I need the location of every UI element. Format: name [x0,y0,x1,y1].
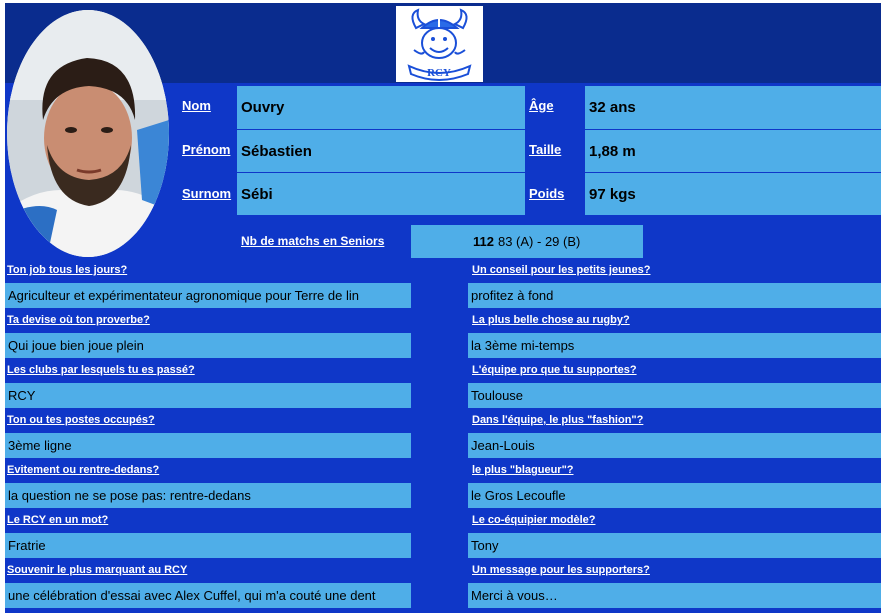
left-question-4: Ton ou tes postes occupés? [7,414,155,426]
label-nom: Nom [182,98,211,113]
left-question-6: Le RCY en un mot? [7,514,109,526]
right-answer-7: Merci à vous… [468,583,881,608]
player-photo [7,10,169,257]
right-question-3: L'équipe pro que tu supportes? [472,364,637,376]
value-taille: 1,88 m [585,130,881,172]
profile-sheet [5,3,881,613]
left-question-1: Ton job tous les jours? [7,264,128,276]
label-surnom: Surnom [182,186,232,201]
right-question-6: Le co-équipier modèle? [472,514,596,526]
matches-value [411,225,643,258]
right-question-7: Un message pour les supporters? [472,564,650,576]
value-surnom: Sébi [237,173,525,215]
viking-mascot-icon [396,6,483,82]
right-question-5: le plus "blagueur"? [472,464,574,476]
left-question-5: Evitement ou rentre-dedans? [7,464,160,476]
value-poids: 97 kgs [585,173,881,215]
right-answer-1: profitez à fond [468,283,881,308]
right-answer-2: la 3ème mi-temps [468,333,881,358]
left-answer-4: 3ème ligne [5,433,411,458]
value-nom: Ouvry [237,86,525,129]
left-question-7: Souvenir le plus marquant au RCY [7,564,188,576]
value-prenom: Sébastien [237,130,525,172]
left-question-3: Les clubs par lesquels tu es passé? [7,364,195,376]
left-answer-3: RCY [5,383,411,408]
left-answer-6: Fratrie [5,533,411,558]
value-age: 32 ans [585,86,881,129]
label-age: Âge [529,98,554,113]
matches-label: Nb de matchs en Seniors [241,234,385,248]
left-answer-5: la question ne se pose pas: rentre-dedans [5,483,411,508]
left-question-2: Ta devise où ton proverbe? [7,314,150,326]
label-prenom: Prénom [182,142,231,157]
label-taille: Taille [529,142,562,157]
right-answer-3: Toulouse [468,383,881,408]
right-answer-4: Jean-Louis [468,433,881,458]
right-question-1: Un conseil pour les petits jeunes? [472,264,651,276]
logo-text: RCY [427,67,451,79]
matches-total: 112 [473,234,494,249]
label-poids: Poids [529,186,565,201]
left-answer-7: une célébration d'essai avec Alex Cuffel, qui m'a couté une dent [5,583,411,608]
left-answer-1: Agriculteur et expérimentateur agronomique pour Terre de lin [5,283,411,308]
right-answer-5: le Gros Lecoufle [468,483,881,508]
right-answer-6: Tony [468,533,881,558]
club-logo [396,6,483,82]
right-question-2: La plus belle chose au rugby? [472,314,630,326]
matches-detail: 83 (A) - 29 (B) [497,234,581,249]
right-question-4: Dans l'équipe, le plus "fashion"? [472,414,644,426]
player-portrait [7,10,169,257]
left-answer-2: Qui joue bien joue plein [5,333,411,358]
